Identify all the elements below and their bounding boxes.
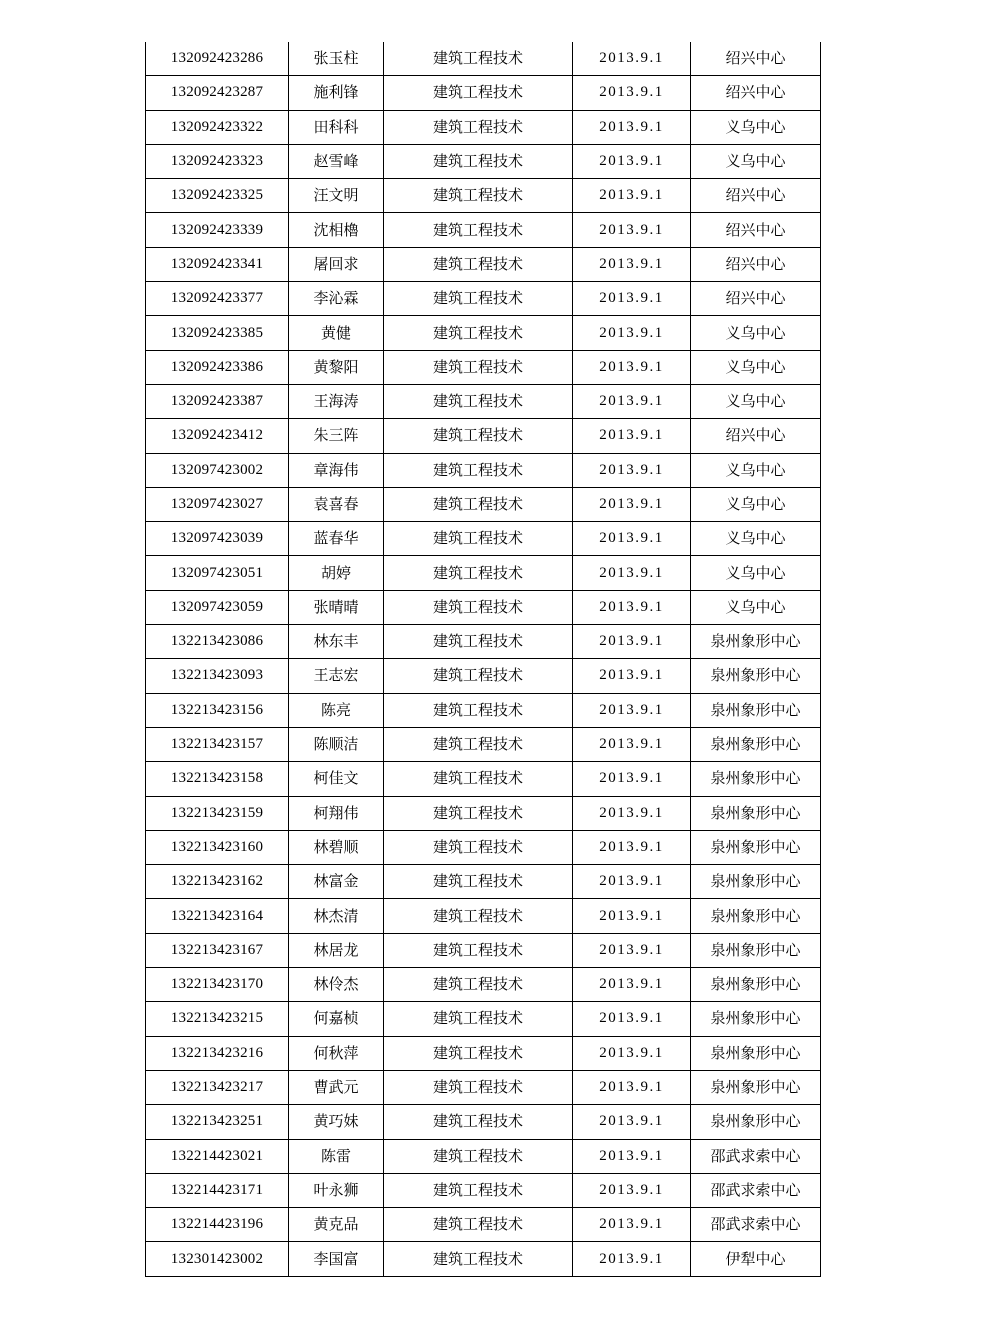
major-cell: 建筑工程技术 [384,487,573,521]
major-cell: 建筑工程技术 [384,1208,573,1242]
table-row [146,350,821,384]
student-id-cell: 132213423093 [146,659,289,693]
study-center-cell: 义乌中心 [691,384,821,418]
major-cell: 建筑工程技术 [384,625,573,659]
table-row [146,1208,821,1242]
table-row [146,1139,821,1173]
table-row [146,625,821,659]
student-id-cell: 132097423051 [146,556,289,590]
table-row [146,830,821,864]
table-row [146,144,821,178]
enrollment-date-cell: 2013.9.1 [573,522,691,556]
study-center-cell: 绍兴中心 [691,282,821,316]
study-center-cell: 义乌中心 [691,522,821,556]
enrollment-date-cell: 2013.9.1 [573,247,691,281]
study-center-cell: 义乌中心 [691,316,821,350]
student-id-cell: 132213423156 [146,693,289,727]
enrollment-date-cell: 2013.9.1 [573,1036,691,1070]
student-name-cell: 何嘉桢 [289,1002,384,1036]
student-name-cell: 柯佳文 [289,762,384,796]
student-name-cell: 陈顺洁 [289,727,384,761]
enrollment-date-cell: 2013.9.1 [573,350,691,384]
student-name-cell: 林居龙 [289,933,384,967]
table-row [146,762,821,796]
student-id-cell: 132213423217 [146,1070,289,1104]
enrollment-date-cell: 2013.9.1 [573,933,691,967]
student-id-cell: 132092423412 [146,419,289,453]
student-id-cell: 132092423385 [146,316,289,350]
study-center-cell: 绍兴中心 [691,76,821,110]
student-id-cell: 132213423157 [146,727,289,761]
student-id-cell: 132097423059 [146,590,289,624]
student-id-cell: 132092423387 [146,384,289,418]
enrollment-date-cell: 2013.9.1 [573,1070,691,1104]
student-id-cell: 132092423341 [146,247,289,281]
student-name-cell: 林杰清 [289,899,384,933]
enrollment-date-cell: 2013.9.1 [573,316,691,350]
major-cell: 建筑工程技术 [384,144,573,178]
student-name-cell: 黄健 [289,316,384,350]
student-id-cell: 132214423021 [146,1139,289,1173]
study-center-cell: 邵武求索中心 [691,1139,821,1173]
enrollment-date-cell: 2013.9.1 [573,110,691,144]
student-name-cell: 黄黎阳 [289,350,384,384]
enrollment-date-cell: 2013.9.1 [573,282,691,316]
table-row [146,522,821,556]
table-row [146,556,821,590]
enrollment-date-cell: 2013.9.1 [573,590,691,624]
enrollment-date-cell: 2013.9.1 [573,144,691,178]
student-name-cell: 林富金 [289,865,384,899]
enrollment-date-cell: 2013.9.1 [573,556,691,590]
major-cell: 建筑工程技术 [384,590,573,624]
enrollment-date-cell: 2013.9.1 [573,1208,691,1242]
enrollment-date-cell: 2013.9.1 [573,1105,691,1139]
student-name-cell: 王海涛 [289,384,384,418]
student-name-cell: 赵雪峰 [289,144,384,178]
student-id-cell: 132092423377 [146,282,289,316]
student-name-cell: 李国富 [289,1242,384,1276]
table-row [146,693,821,727]
student-id-cell: 132213423158 [146,762,289,796]
table-row [146,1036,821,1070]
student-name-cell: 施利锋 [289,76,384,110]
student-name-cell: 朱三阵 [289,419,384,453]
table-row [146,453,821,487]
study-center-cell: 泉州象形中心 [691,727,821,761]
student-name-cell: 何秋萍 [289,1036,384,1070]
student-id-cell: 132213423251 [146,1105,289,1139]
study-center-cell: 义乌中心 [691,350,821,384]
table-row [146,727,821,761]
table-row [146,76,821,110]
student-id-cell: 132213423159 [146,796,289,830]
student-name-cell: 陈亮 [289,693,384,727]
student-name-cell: 沈相櫓 [289,213,384,247]
major-cell: 建筑工程技术 [384,1139,573,1173]
major-cell: 建筑工程技术 [384,933,573,967]
enrollment-date-cell: 2013.9.1 [573,1139,691,1173]
major-cell: 建筑工程技术 [384,899,573,933]
major-cell: 建筑工程技术 [384,350,573,384]
student-name-cell: 田科科 [289,110,384,144]
table-row [146,1070,821,1104]
student-id-cell: 132097423002 [146,453,289,487]
student-id-cell: 132214423196 [146,1208,289,1242]
enrollment-date-cell: 2013.9.1 [573,865,691,899]
study-center-cell: 泉州象形中心 [691,762,821,796]
student-name-cell: 章海伟 [289,453,384,487]
major-cell: 建筑工程技术 [384,453,573,487]
study-center-cell: 义乌中心 [691,144,821,178]
student-id-cell: 132092423386 [146,350,289,384]
table-row [146,282,821,316]
table-row [146,110,821,144]
student-roster-table [145,42,821,1277]
student-name-cell: 袁喜春 [289,487,384,521]
study-center-cell: 泉州象形中心 [691,830,821,864]
major-cell: 建筑工程技术 [384,247,573,281]
enrollment-date-cell: 2013.9.1 [573,1002,691,1036]
student-id-cell: 132092423322 [146,110,289,144]
table-row [146,384,821,418]
study-center-cell: 义乌中心 [691,487,821,521]
major-cell: 建筑工程技术 [384,830,573,864]
enrollment-date-cell: 2013.9.1 [573,1173,691,1207]
table-row [146,796,821,830]
student-name-cell: 蓝春华 [289,522,384,556]
study-center-cell: 绍兴中心 [691,247,821,281]
study-center-cell: 伊犁中心 [691,1242,821,1276]
student-id-cell: 132213423167 [146,933,289,967]
study-center-cell: 绍兴中心 [691,213,821,247]
table-row [146,1173,821,1207]
table-row [146,933,821,967]
student-name-cell: 李沁霖 [289,282,384,316]
enrollment-date-cell: 2013.9.1 [573,899,691,933]
table-row [146,213,821,247]
major-cell: 建筑工程技术 [384,419,573,453]
enrollment-date-cell: 2013.9.1 [573,659,691,693]
major-cell: 建筑工程技术 [384,282,573,316]
study-center-cell: 泉州象形中心 [691,899,821,933]
student-name-cell: 陈雷 [289,1139,384,1173]
study-center-cell: 邵武求索中心 [691,1173,821,1207]
major-cell: 建筑工程技术 [384,762,573,796]
major-cell: 建筑工程技术 [384,1002,573,1036]
table-row [146,968,821,1002]
student-id-cell: 132213423216 [146,1036,289,1070]
student-name-cell: 张晴晴 [289,590,384,624]
study-center-cell: 绍兴中心 [691,42,821,76]
enrollment-date-cell: 2013.9.1 [573,453,691,487]
enrollment-date-cell: 2013.9.1 [573,42,691,76]
student-name-cell: 黄巧妹 [289,1105,384,1139]
enrollment-date-cell: 2013.9.1 [573,1242,691,1276]
major-cell: 建筑工程技术 [384,76,573,110]
student-id-cell: 132213423164 [146,899,289,933]
study-center-cell: 泉州象形中心 [691,1036,821,1070]
major-cell: 建筑工程技术 [384,522,573,556]
study-center-cell: 绍兴中心 [691,419,821,453]
student-id-cell: 132097423039 [146,522,289,556]
enrollment-date-cell: 2013.9.1 [573,625,691,659]
student-id-cell: 132213423215 [146,1002,289,1036]
major-cell: 建筑工程技术 [384,693,573,727]
study-center-cell: 泉州象形中心 [691,1070,821,1104]
study-center-cell: 泉州象形中心 [691,968,821,1002]
enrollment-date-cell: 2013.9.1 [573,968,691,1002]
student-id-cell: 132213423170 [146,968,289,1002]
major-cell: 建筑工程技术 [384,727,573,761]
student-name-cell: 张玉柱 [289,42,384,76]
major-cell: 建筑工程技术 [384,384,573,418]
major-cell: 建筑工程技术 [384,110,573,144]
major-cell: 建筑工程技术 [384,1070,573,1104]
table-row [146,179,821,213]
study-center-cell: 泉州象形中心 [691,796,821,830]
major-cell: 建筑工程技术 [384,213,573,247]
student-name-cell: 曹武元 [289,1070,384,1104]
study-center-cell: 义乌中心 [691,110,821,144]
student-name-cell: 林伶杰 [289,968,384,1002]
major-cell: 建筑工程技术 [384,556,573,590]
major-cell: 建筑工程技术 [384,796,573,830]
student-name-cell: 汪文明 [289,179,384,213]
major-cell: 建筑工程技术 [384,968,573,1002]
student-name-cell: 屠回求 [289,247,384,281]
enrollment-date-cell: 2013.9.1 [573,796,691,830]
major-cell: 建筑工程技术 [384,1036,573,1070]
enrollment-date-cell: 2013.9.1 [573,384,691,418]
study-center-cell: 绍兴中心 [691,179,821,213]
table-row [146,1002,821,1036]
table-row [146,899,821,933]
enrollment-date-cell: 2013.9.1 [573,693,691,727]
study-center-cell: 泉州象形中心 [691,625,821,659]
study-center-cell: 泉州象形中心 [691,933,821,967]
student-id-cell: 132213423160 [146,830,289,864]
major-cell: 建筑工程技术 [384,1105,573,1139]
major-cell: 建筑工程技术 [384,1242,573,1276]
major-cell: 建筑工程技术 [384,1173,573,1207]
student-name-cell: 林东丰 [289,625,384,659]
student-name-cell: 胡婷 [289,556,384,590]
enrollment-date-cell: 2013.9.1 [573,727,691,761]
enrollment-date-cell: 2013.9.1 [573,76,691,110]
enrollment-date-cell: 2013.9.1 [573,762,691,796]
enrollment-date-cell: 2013.9.1 [573,213,691,247]
table-row [146,590,821,624]
student-id-cell: 132213423086 [146,625,289,659]
major-cell: 建筑工程技术 [384,42,573,76]
student-name-cell: 柯翔伟 [289,796,384,830]
study-center-cell: 泉州象形中心 [691,1002,821,1036]
student-name-cell: 叶永狮 [289,1173,384,1207]
student-id-cell: 132097423027 [146,487,289,521]
student-name-cell: 黄克品 [289,1208,384,1242]
study-center-cell: 义乌中心 [691,590,821,624]
study-center-cell: 泉州象形中心 [691,693,821,727]
enrollment-date-cell: 2013.9.1 [573,179,691,213]
study-center-cell: 邵武求索中心 [691,1208,821,1242]
table-row [146,487,821,521]
table-row [146,247,821,281]
study-center-cell: 泉州象形中心 [691,1105,821,1139]
enrollment-date-cell: 2013.9.1 [573,830,691,864]
student-id-cell: 132092423323 [146,144,289,178]
student-id-cell: 132301423002 [146,1242,289,1276]
table-row [146,316,821,350]
study-center-cell: 义乌中心 [691,556,821,590]
enrollment-date-cell: 2013.9.1 [573,487,691,521]
study-center-cell: 泉州象形中心 [691,659,821,693]
table-row [146,42,821,76]
enrollment-date-cell: 2013.9.1 [573,419,691,453]
student-id-cell: 132214423171 [146,1173,289,1207]
major-cell: 建筑工程技术 [384,179,573,213]
table-row [146,419,821,453]
table-row [146,865,821,899]
student-id-cell: 132092423287 [146,76,289,110]
student-id-cell: 132092423339 [146,213,289,247]
student-name-cell: 林碧顺 [289,830,384,864]
table-row [146,659,821,693]
student-name-cell: 王志宏 [289,659,384,693]
student-id-cell: 132213423162 [146,865,289,899]
student-id-cell: 132092423325 [146,179,289,213]
study-center-cell: 义乌中心 [691,453,821,487]
major-cell: 建筑工程技术 [384,659,573,693]
major-cell: 建筑工程技术 [384,865,573,899]
study-center-cell: 泉州象形中心 [691,865,821,899]
table-row [146,1105,821,1139]
major-cell: 建筑工程技术 [384,316,573,350]
student-id-cell: 132092423286 [146,42,289,76]
table-row [146,1242,821,1276]
table-body [146,42,821,1276]
